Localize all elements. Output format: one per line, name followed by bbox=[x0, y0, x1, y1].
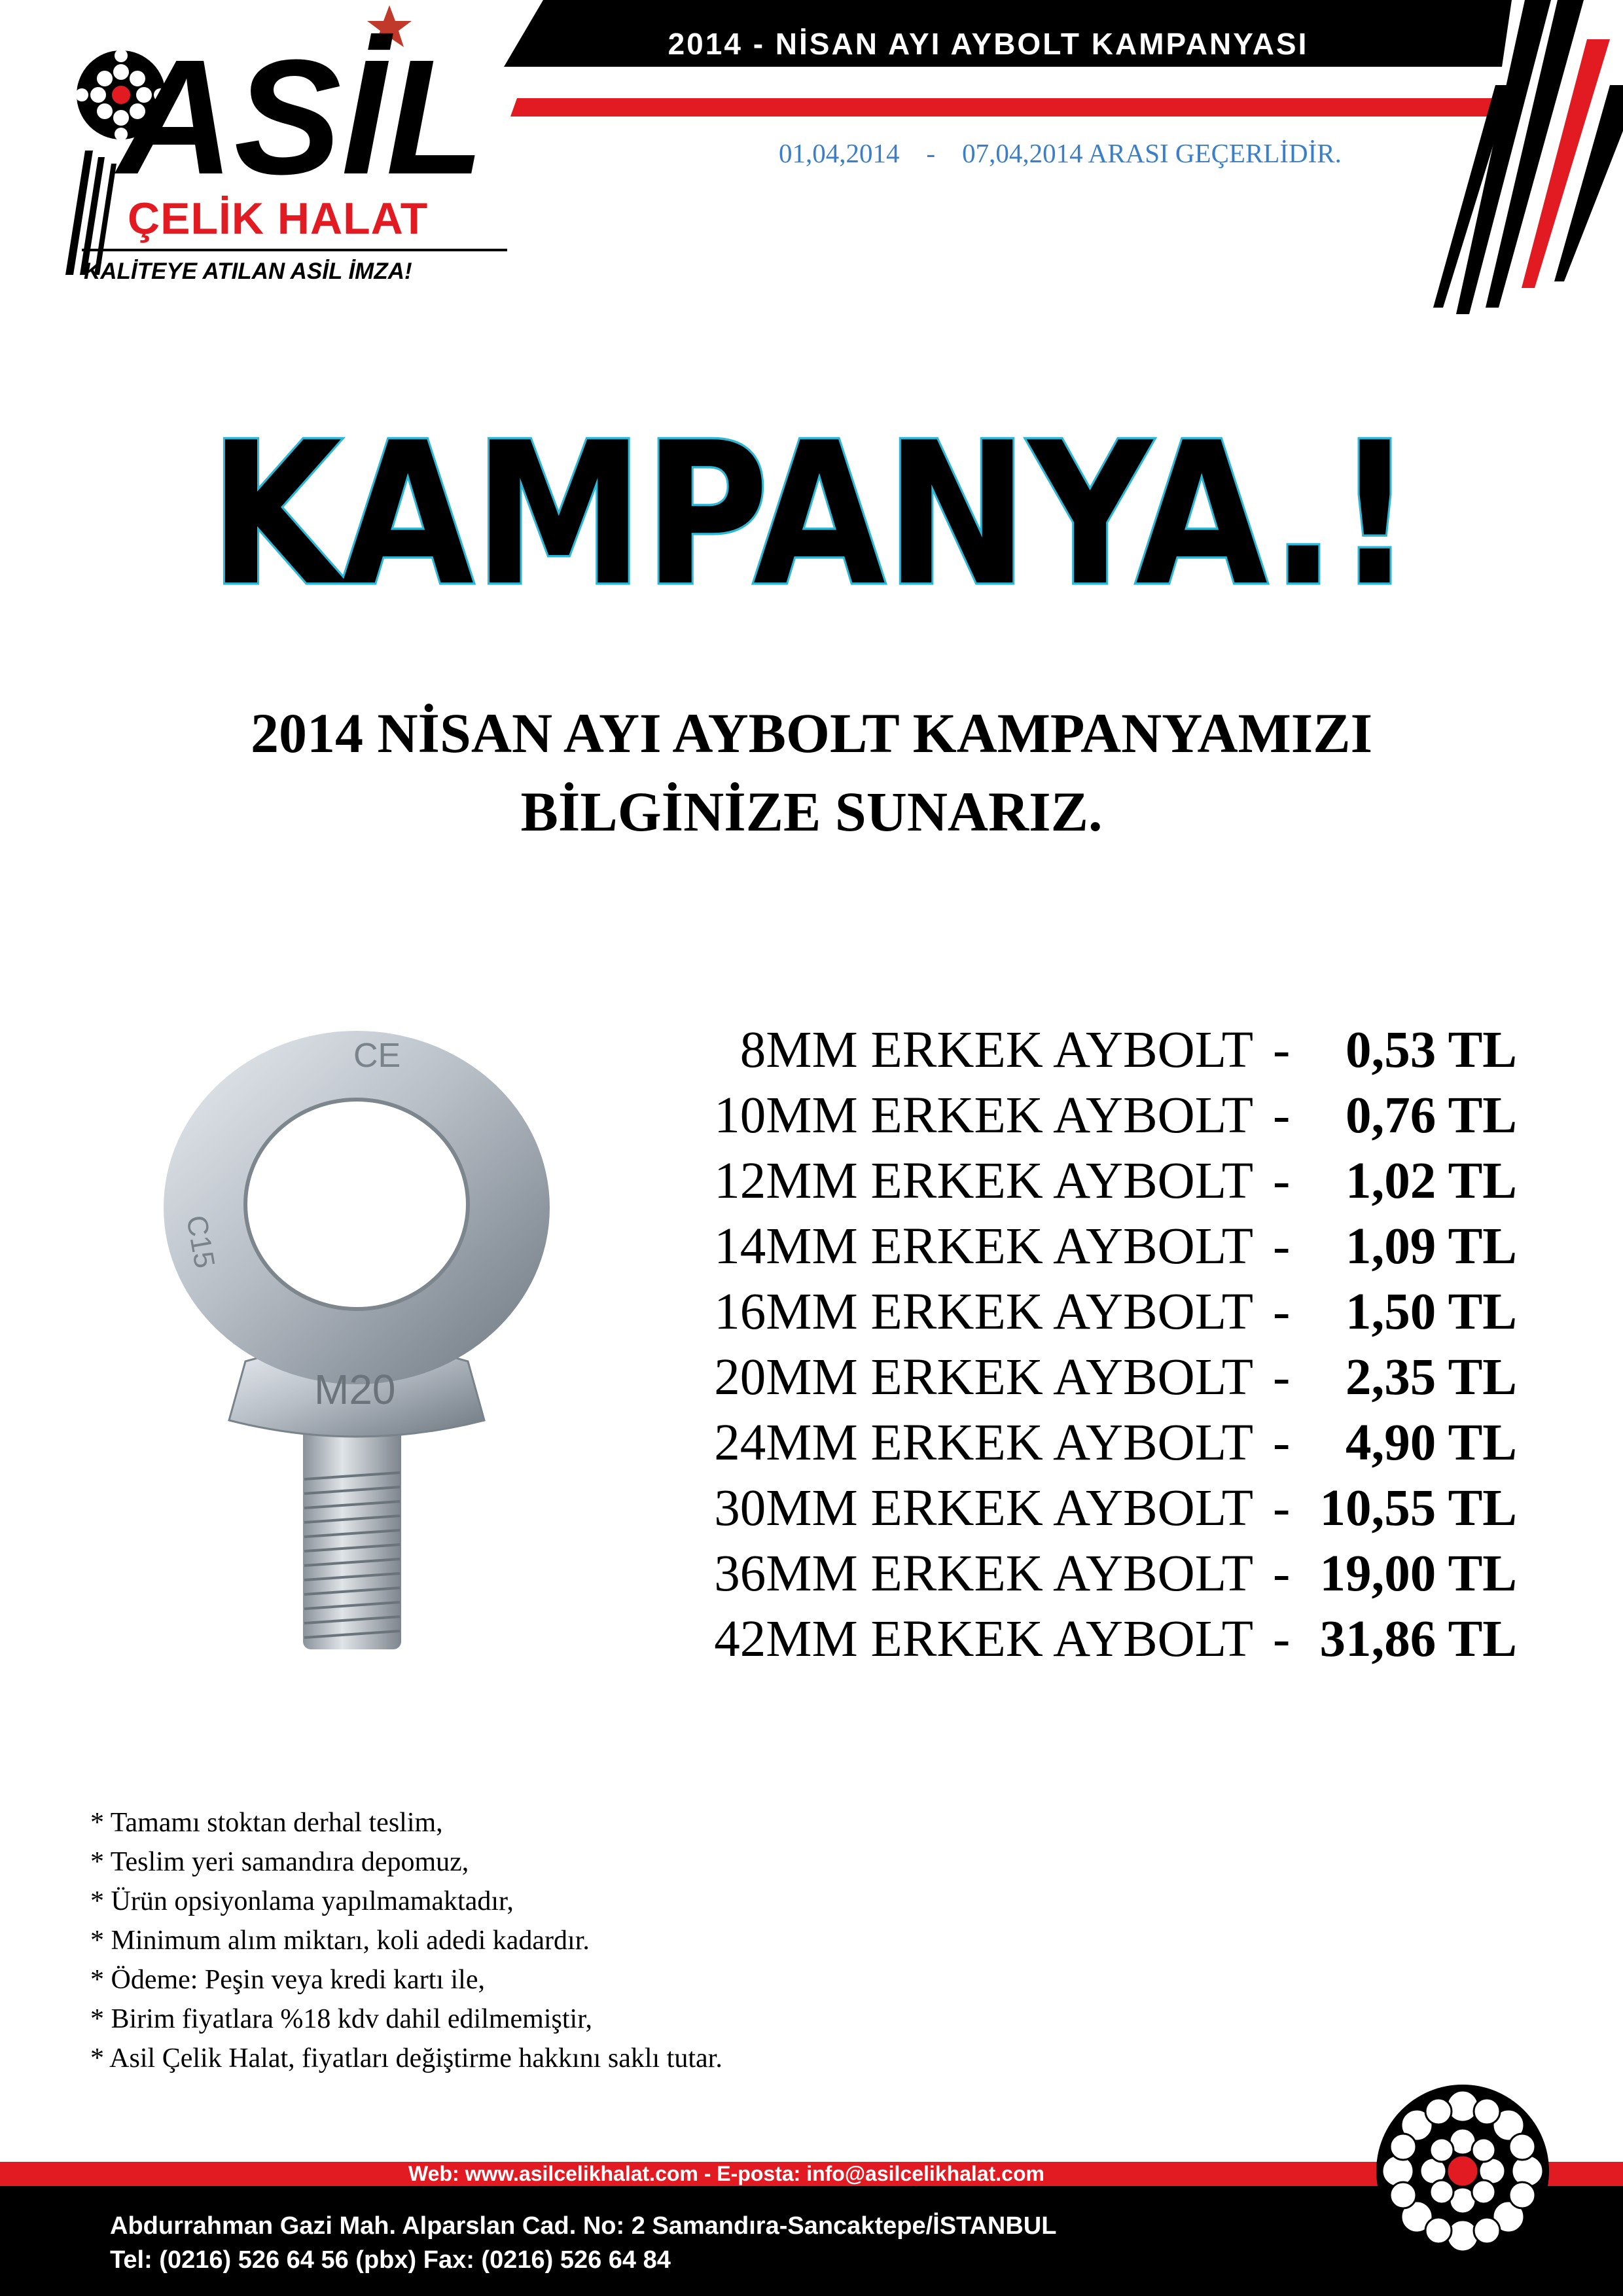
price-separator: - bbox=[1273, 1349, 1291, 1406]
price-separator: - bbox=[1273, 1480, 1291, 1537]
price-row bbox=[661, 1607, 1531, 1672]
price-row bbox=[661, 1018, 1531, 1083]
price-separator: - bbox=[1273, 1218, 1291, 1275]
eye-bolt-image bbox=[121, 1021, 592, 1669]
product-price: 1,50 TL bbox=[1346, 1283, 1517, 1340]
product-name: 12MM ERKEK AYBOLT bbox=[714, 1153, 1253, 1210]
product-price: 2,35 TL bbox=[1346, 1349, 1517, 1406]
price-list bbox=[661, 1018, 1531, 1672]
product-name: 20MM ERKEK AYBOLT bbox=[714, 1349, 1253, 1406]
product-price: 10,55 TL bbox=[1319, 1480, 1517, 1537]
price-separator: - bbox=[1273, 1545, 1291, 1602]
product-price: 0,76 TL bbox=[1346, 1087, 1517, 1144]
price-row bbox=[661, 1476, 1531, 1541]
product-price: 4,90 TL bbox=[1346, 1414, 1517, 1471]
price-row bbox=[661, 1214, 1531, 1280]
product-name: 42MM ERKEK AYBOLT bbox=[714, 1611, 1253, 1668]
price-row bbox=[661, 1280, 1531, 1345]
product-price: 1,09 TL bbox=[1346, 1218, 1517, 1275]
header-title: 2014 - NİSAN AYI AYBOLT KAMPANYASI bbox=[668, 27, 1309, 61]
price-row bbox=[661, 1541, 1531, 1607]
price-separator: - bbox=[1273, 1087, 1291, 1144]
product-price: 19,00 TL bbox=[1319, 1545, 1517, 1602]
subheading-line-1: 2014 NİSAN AYI AYBOLT KAMPANYAMIZI bbox=[250, 702, 1373, 764]
subheading bbox=[65, 694, 1558, 851]
footer-address-block bbox=[110, 2209, 1056, 2277]
logo-tagline: KALİTEYE ATILAN ASİL İMZA! bbox=[84, 259, 412, 284]
product-name: 24MM ERKEK AYBOLT bbox=[714, 1414, 1253, 1471]
product-name: 14MM ERKEK AYBOLT bbox=[714, 1218, 1253, 1275]
note-item: * Ödeme: Peşin veya kredi kartı ile, bbox=[90, 1965, 485, 1995]
price-row bbox=[661, 1345, 1531, 1410]
campaign-headline bbox=[183, 396, 1440, 629]
product-price: 0,53 TL bbox=[1346, 1022, 1517, 1079]
price-separator: - bbox=[1273, 1283, 1291, 1340]
product-price: 31,86 TL bbox=[1319, 1611, 1517, 1668]
product-name: 30MM ERKEK AYBOLT bbox=[714, 1480, 1253, 1537]
rope-cross-section-icon bbox=[1374, 2083, 1551, 2259]
note-item: * Tamamı stoktan derhal teslim, bbox=[90, 1808, 443, 1838]
note-item: * Birim fiyatlara %18 kdv dahil edilmemiştir, bbox=[90, 2004, 592, 2034]
terms-notes bbox=[90, 1803, 722, 2078]
logo-wordmark bbox=[98, 26, 504, 208]
svg-text:C15: C15 bbox=[180, 1213, 221, 1271]
note-item: * Teslim yeri samandıra depomuz, bbox=[90, 1847, 469, 1877]
svg-text:CE: CE bbox=[353, 1037, 401, 1075]
price-separator: - bbox=[1273, 1414, 1291, 1471]
note-item: * Asil Çelik Halat, fiyatları değiştirme hakkını saklı tutar. bbox=[90, 2043, 722, 2073]
note-item: * Ürün opsiyonlama yapılmamaktadır, bbox=[90, 1886, 514, 1916]
price-row bbox=[661, 1410, 1531, 1476]
note-item: * Minimum alım miktarı, koli adedi kadardır. bbox=[90, 1926, 590, 1956]
product-name: 10MM ERKEK AYBOLT bbox=[714, 1087, 1253, 1144]
svg-text:M20: M20 bbox=[314, 1366, 396, 1413]
footer-phone: Tel: (0216) 526 64 56 (pbx) Fax: (0216) 526 64 84 bbox=[110, 2246, 671, 2274]
price-separator: - bbox=[1273, 1153, 1291, 1210]
product-price: 1,02 TL bbox=[1346, 1153, 1517, 1210]
product-name: 16MM ERKEK AYBOLT bbox=[714, 1283, 1253, 1340]
price-separator: - bbox=[1273, 1611, 1291, 1668]
price-row bbox=[661, 1083, 1531, 1149]
validity-dates: 01,04,2014 - 07,04,2014 ARASI GEÇERLİDİR. bbox=[779, 138, 1342, 168]
svg-text:ASİL: ASİL bbox=[114, 26, 485, 208]
price-separator: - bbox=[1273, 1022, 1291, 1079]
subheading-line-2: BİLGİNİZE SUNARIZ. bbox=[520, 780, 1103, 843]
logo-subtitle: ÇELİK HALAT bbox=[128, 194, 429, 243]
footer-address: Abdurrahman Gazi Mah. Alparslan Cad. No: 2 Samandıra-Sancaktepe/İSTANBUL bbox=[110, 2212, 1057, 2240]
footer-web-contact: Web: www.asilcelikhalat.com - E-posta: info@asilcelikhalat.com bbox=[408, 2162, 1044, 2185]
svg-text:KAMPANYA.!: KAMPANYA.! bbox=[209, 401, 1414, 629]
product-name: 36MM ERKEK AYBOLT bbox=[714, 1545, 1253, 1602]
product-name: 8MM ERKEK AYBOLT bbox=[740, 1022, 1253, 1079]
price-row bbox=[661, 1149, 1531, 1214]
